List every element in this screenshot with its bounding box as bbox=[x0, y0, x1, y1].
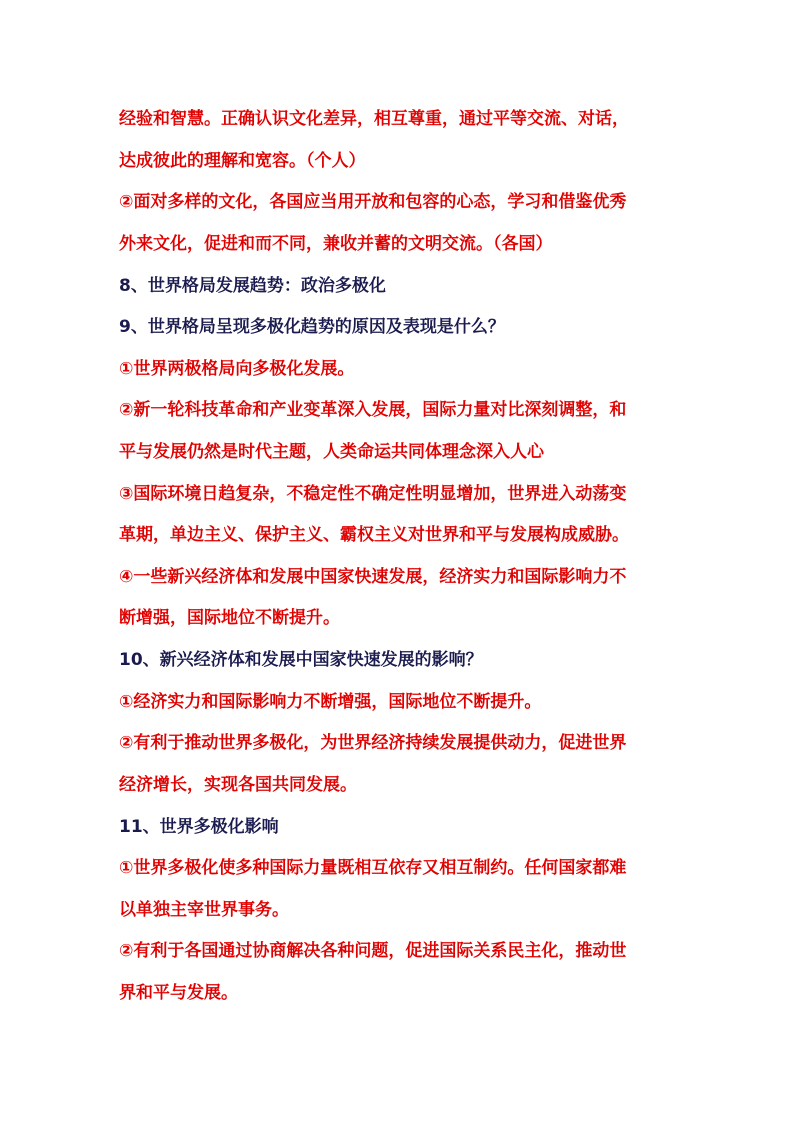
text-line-3: ②面对多样的文化，各国应当用开放和包容的心态，学习和借鉴优秀 bbox=[119, 192, 627, 212]
text-line-8: ②新一轮科技革命和产业变革深入发展，国际力量对比深刻调整，和 bbox=[119, 400, 627, 420]
text-line-15: ①经济实力和国际影响力不断增强，国际地位不断提升。 bbox=[119, 692, 542, 712]
text-line-16: ②有利于推动世界多极化，为世界经济持续发展提供动力，促进世界 bbox=[119, 733, 627, 753]
section-heading-8: 8、世界格局发展趋势：政治多极化 bbox=[119, 276, 386, 296]
text-line-20: 以单独主宰世界事务。 bbox=[119, 900, 289, 920]
text-line-13: 断增强，国际地位不断提升。 bbox=[119, 608, 340, 628]
text-line-7: ①世界两极格局向多极化发展。 bbox=[119, 359, 355, 379]
text-line-9: 平与发展仍然是时代主题，人类命运共同体理念深入人心 bbox=[119, 442, 544, 462]
section-heading-11: 11、世界多极化影响 bbox=[119, 817, 279, 837]
text-line-22: 界和平与发展。 bbox=[119, 983, 238, 1003]
text-line-1: 经验和智慧。正确认识文化差异，相互尊重，通过平等交流、对话， bbox=[119, 109, 629, 129]
text-line-21: ②有利于各国通过协商解决各种问题，促进国际关系民主化，推动世 bbox=[119, 941, 627, 961]
text-line-4: 外来文化，促进和而不同，兼收并蓄的文明交流。（各国） bbox=[119, 234, 553, 254]
text-line-11: 革期，单边主义、保护主义、霸权主义对世界和平与发展构成威胁。 bbox=[119, 525, 629, 545]
text-line-2: 达成彼此的理解和宽容。（个人） bbox=[119, 151, 366, 171]
text-line-17: 经济增长，实现各国共同发展。 bbox=[119, 775, 357, 795]
text-line-12: ④一些新兴经济体和发展中国家快速发展，经济实力和国际影响力不 bbox=[119, 567, 627, 587]
text-line-10: ③国际环境日趋复杂，不稳定性不确定性明显增加，世界进入动荡变 bbox=[119, 484, 627, 504]
section-heading-9: 9、世界格局呈现多极化趋势的原因及表现是什么？ bbox=[119, 317, 505, 337]
section-heading-10: 10、新兴经济体和发展中国家快速发展的影响？ bbox=[119, 650, 483, 670]
text-line-19: ①世界多极化使多种国际力量既相互依存又相互制约。任何国家都难 bbox=[119, 858, 627, 878]
